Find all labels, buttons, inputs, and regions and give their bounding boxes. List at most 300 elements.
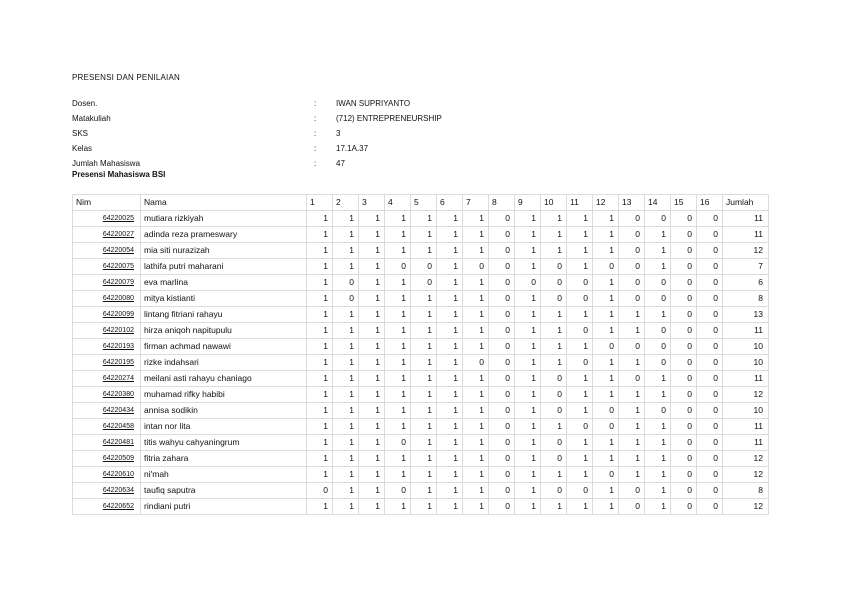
attendance-cell: 0 xyxy=(697,211,723,227)
table-row xyxy=(73,355,769,371)
attendance-cell: 0 xyxy=(697,499,723,515)
attendance-cell: 1 xyxy=(411,211,437,227)
column-header-meeting: 4 xyxy=(385,195,411,211)
table-row xyxy=(73,275,769,291)
attendance-cell: 1 xyxy=(645,467,671,483)
attendance-cell: 0 xyxy=(489,339,515,355)
attendance-cell: 1 xyxy=(307,339,333,355)
attendance-cell: 1 xyxy=(307,243,333,259)
attendance-cell: 0 xyxy=(697,419,723,435)
nim-link[interactable]: 64220434 xyxy=(73,403,141,419)
attendance-cell: 1 xyxy=(385,291,411,307)
student-name: firman achmad nawawi xyxy=(141,339,307,355)
attendance-cell: 0 xyxy=(697,307,723,323)
attendance-cell: 0 xyxy=(489,275,515,291)
attendance-cell: 1 xyxy=(515,451,541,467)
attendance-cell: 1 xyxy=(307,371,333,387)
page-title: PRESENSI DAN PENILAIAN xyxy=(72,73,180,82)
total-cell: 12 xyxy=(723,243,769,259)
column-header-meeting: 12 xyxy=(593,195,619,211)
attendance-cell: 1 xyxy=(541,419,567,435)
column-header-nim: Nim xyxy=(73,195,141,211)
attendance-cell: 1 xyxy=(619,467,645,483)
attendance-cell: 1 xyxy=(437,435,463,451)
attendance-cell: 1 xyxy=(541,243,567,259)
nim-link[interactable]: 64220099 xyxy=(73,307,141,323)
attendance-cell: 0 xyxy=(463,355,489,371)
attendance-cell: 1 xyxy=(541,211,567,227)
attendance-cell: 1 xyxy=(567,467,593,483)
attendance-cell: 1 xyxy=(541,467,567,483)
attendance-cell: 1 xyxy=(463,499,489,515)
column-header-nama: Nama xyxy=(141,195,307,211)
attendance-cell: 0 xyxy=(567,323,593,339)
attendance-cell: 1 xyxy=(385,227,411,243)
attendance-cell: 1 xyxy=(333,403,359,419)
attendance-cell: 1 xyxy=(619,307,645,323)
attendance-cell: 0 xyxy=(593,419,619,435)
student-name: mia siti nurazizah xyxy=(141,243,307,259)
attendance-cell: 1 xyxy=(411,323,437,339)
attendance-cell: 1 xyxy=(645,451,671,467)
attendance-cell: 1 xyxy=(515,467,541,483)
attendance-cell: 0 xyxy=(515,275,541,291)
attendance-cell: 1 xyxy=(541,323,567,339)
attendance-cell: 1 xyxy=(307,499,333,515)
attendance-cell: 1 xyxy=(463,403,489,419)
attendance-cell: 1 xyxy=(437,387,463,403)
attendance-cell: 0 xyxy=(619,499,645,515)
attendance-cell: 0 xyxy=(671,387,697,403)
attendance-cell: 0 xyxy=(697,275,723,291)
attendance-cell: 1 xyxy=(437,451,463,467)
student-name: taufiq saputra xyxy=(141,483,307,499)
attendance-cell: 0 xyxy=(333,275,359,291)
attendance-cell: 0 xyxy=(541,275,567,291)
attendance-cell: 1 xyxy=(593,211,619,227)
table-row xyxy=(73,435,769,451)
attendance-cell: 1 xyxy=(333,483,359,499)
column-header-meeting: 15 xyxy=(671,195,697,211)
attendance-cell: 1 xyxy=(515,227,541,243)
attendance-cell: 1 xyxy=(359,499,385,515)
attendance-cell: 0 xyxy=(567,483,593,499)
attendance-cell: 1 xyxy=(359,211,385,227)
attendance-cell: 1 xyxy=(567,499,593,515)
attendance-cell: 1 xyxy=(333,451,359,467)
attendance-cell: 0 xyxy=(489,291,515,307)
attendance-table xyxy=(72,194,769,515)
attendance-cell: 1 xyxy=(593,355,619,371)
nim-link[interactable]: 64220458 xyxy=(73,419,141,435)
nim-link[interactable]: 64220027 xyxy=(73,227,141,243)
attendance-cell: 0 xyxy=(671,419,697,435)
nim-link[interactable]: 64220634 xyxy=(73,483,141,499)
attendance-cell: 1 xyxy=(567,403,593,419)
attendance-cell: 1 xyxy=(359,307,385,323)
attendance-cell: 1 xyxy=(515,323,541,339)
info-value: (712) ENTREPRENEURSHIP xyxy=(336,114,442,123)
attendance-cell: 1 xyxy=(567,243,593,259)
column-header-meeting: 2 xyxy=(333,195,359,211)
attendance-cell: 1 xyxy=(411,339,437,355)
nim-link[interactable]: 64220481 xyxy=(73,435,141,451)
attendance-cell: 1 xyxy=(515,307,541,323)
table-row xyxy=(73,323,769,339)
attendance-cell: 0 xyxy=(489,451,515,467)
info-label: Kelas xyxy=(72,144,93,153)
attendance-cell: 0 xyxy=(645,355,671,371)
attendance-cell: 0 xyxy=(333,291,359,307)
attendance-cell: 1 xyxy=(359,371,385,387)
attendance-cell: 0 xyxy=(489,483,515,499)
attendance-cell: 1 xyxy=(333,243,359,259)
total-cell: 10 xyxy=(723,339,769,355)
attendance-cell: 1 xyxy=(411,355,437,371)
attendance-cell: 0 xyxy=(593,403,619,419)
attendance-cell: 1 xyxy=(385,211,411,227)
attendance-cell: 1 xyxy=(463,387,489,403)
attendance-cell: 0 xyxy=(697,467,723,483)
table-row xyxy=(73,387,769,403)
attendance-cell: 0 xyxy=(671,483,697,499)
attendance-cell: 0 xyxy=(567,355,593,371)
attendance-cell: 0 xyxy=(671,243,697,259)
attendance-cell: 1 xyxy=(385,355,411,371)
attendance-cell: 1 xyxy=(385,275,411,291)
attendance-cell: 1 xyxy=(463,307,489,323)
column-header-meeting: 1 xyxy=(307,195,333,211)
info-value: 47 xyxy=(336,159,345,168)
attendance-cell: 0 xyxy=(671,403,697,419)
table-row xyxy=(73,291,769,307)
attendance-cell: 1 xyxy=(593,291,619,307)
attendance-cell: 1 xyxy=(593,435,619,451)
nim-link[interactable]: 64220025 xyxy=(73,211,141,227)
attendance-cell: 1 xyxy=(385,307,411,323)
attendance-cell: 1 xyxy=(463,323,489,339)
table-row xyxy=(73,259,769,275)
attendance-cell: 0 xyxy=(489,307,515,323)
attendance-cell: 1 xyxy=(437,371,463,387)
attendance-cell: 1 xyxy=(567,387,593,403)
attendance-cell: 1 xyxy=(541,307,567,323)
table-row xyxy=(73,419,769,435)
attendance-cell: 0 xyxy=(489,435,515,451)
attendance-cell: 0 xyxy=(671,451,697,467)
attendance-cell: 0 xyxy=(541,371,567,387)
attendance-cell: 1 xyxy=(541,355,567,371)
attendance-cell: 1 xyxy=(411,227,437,243)
attendance-cell: 1 xyxy=(437,243,463,259)
attendance-cell: 1 xyxy=(385,323,411,339)
student-name: meilani asti rahayu chaniago xyxy=(141,371,307,387)
nim-link[interactable]: 64220509 xyxy=(73,451,141,467)
attendance-cell: 1 xyxy=(645,227,671,243)
attendance-cell: 1 xyxy=(437,355,463,371)
attendance-cell: 1 xyxy=(645,483,671,499)
attendance-cell: 0 xyxy=(671,339,697,355)
total-cell: 11 xyxy=(723,435,769,451)
attendance-cell: 1 xyxy=(437,339,463,355)
attendance-cell: 1 xyxy=(463,275,489,291)
attendance-cell: 1 xyxy=(541,339,567,355)
attendance-cell: 1 xyxy=(437,211,463,227)
attendance-cell: 0 xyxy=(697,291,723,307)
attendance-cell: 1 xyxy=(333,499,359,515)
attendance-cell: 0 xyxy=(697,451,723,467)
attendance-cell: 0 xyxy=(593,339,619,355)
attendance-cell: 1 xyxy=(411,499,437,515)
attendance-cell: 0 xyxy=(671,291,697,307)
attendance-cell: 0 xyxy=(697,435,723,451)
attendance-cell: 1 xyxy=(541,227,567,243)
student-name: hirza aniqoh napitupulu xyxy=(141,323,307,339)
attendance-cell: 1 xyxy=(307,291,333,307)
attendance-cell: 0 xyxy=(593,259,619,275)
attendance-cell: 0 xyxy=(411,259,437,275)
attendance-cell: 0 xyxy=(489,259,515,275)
column-header-meeting: 8 xyxy=(489,195,515,211)
student-name: eva marlina xyxy=(141,275,307,291)
table-row xyxy=(73,211,769,227)
attendance-cell: 0 xyxy=(697,227,723,243)
attendance-cell: 0 xyxy=(697,243,723,259)
attendance-cell: 1 xyxy=(619,403,645,419)
attendance-cell: 1 xyxy=(593,307,619,323)
total-cell: 12 xyxy=(723,387,769,403)
attendance-cell: 1 xyxy=(333,227,359,243)
attendance-cell: 1 xyxy=(645,259,671,275)
attendance-cell: 0 xyxy=(697,387,723,403)
attendance-cell: 1 xyxy=(437,403,463,419)
attendance-cell: 1 xyxy=(515,403,541,419)
attendance-cell: 1 xyxy=(333,371,359,387)
total-cell: 12 xyxy=(723,467,769,483)
attendance-cell: 0 xyxy=(567,291,593,307)
nim-link[interactable]: 64220054 xyxy=(73,243,141,259)
attendance-cell: 1 xyxy=(515,355,541,371)
attendance-cell: 1 xyxy=(333,323,359,339)
column-header-meeting: 11 xyxy=(567,195,593,211)
attendance-cell: 1 xyxy=(411,243,437,259)
nim-link[interactable]: 64220380 xyxy=(73,387,141,403)
attendance-cell: 1 xyxy=(645,307,671,323)
table-row xyxy=(73,307,769,323)
attendance-cell: 0 xyxy=(671,275,697,291)
attendance-cell: 1 xyxy=(333,355,359,371)
student-name: fitria zahara xyxy=(141,451,307,467)
attendance-cell: 1 xyxy=(567,259,593,275)
attendance-cell: 0 xyxy=(619,371,645,387)
attendance-cell: 1 xyxy=(333,435,359,451)
attendance-cell: 1 xyxy=(463,211,489,227)
column-header-meeting: 6 xyxy=(437,195,463,211)
attendance-cell: 1 xyxy=(359,259,385,275)
attendance-cell: 0 xyxy=(645,275,671,291)
attendance-cell: 1 xyxy=(619,451,645,467)
attendance-cell: 1 xyxy=(411,467,437,483)
attendance-cell: 0 xyxy=(463,259,489,275)
attendance-cell: 1 xyxy=(593,243,619,259)
attendance-cell: 0 xyxy=(697,323,723,339)
attendance-cell: 1 xyxy=(593,371,619,387)
attendance-cell: 0 xyxy=(489,499,515,515)
attendance-cell: 1 xyxy=(307,355,333,371)
total-cell: 11 xyxy=(723,323,769,339)
student-name: adinda reza prameswary xyxy=(141,227,307,243)
table-row xyxy=(73,451,769,467)
attendance-cell: 0 xyxy=(489,387,515,403)
column-header-meeting: 7 xyxy=(463,195,489,211)
attendance-cell: 1 xyxy=(437,291,463,307)
attendance-cell: 1 xyxy=(619,419,645,435)
attendance-cell: 0 xyxy=(697,483,723,499)
attendance-cell: 1 xyxy=(307,323,333,339)
attendance-cell: 1 xyxy=(333,419,359,435)
nim-link[interactable]: 64220195 xyxy=(73,355,141,371)
nim-link[interactable]: 64220652 xyxy=(73,499,141,515)
attendance-cell: 1 xyxy=(411,403,437,419)
nim-link[interactable]: 64220075 xyxy=(73,259,141,275)
attendance-cell: 1 xyxy=(463,419,489,435)
attendance-cell: 0 xyxy=(541,435,567,451)
column-header-meeting: 13 xyxy=(619,195,645,211)
attendance-cell: 0 xyxy=(567,275,593,291)
nim-link[interactable]: 64220079 xyxy=(73,275,141,291)
nim-link[interactable]: 64220193 xyxy=(73,339,141,355)
nim-link[interactable]: 64220080 xyxy=(73,291,141,307)
attendance-cell: 0 xyxy=(307,483,333,499)
attendance-cell: 0 xyxy=(489,419,515,435)
attendance-cell: 0 xyxy=(541,483,567,499)
info-label: Matakuliah xyxy=(72,114,111,123)
student-name: intan nor lita xyxy=(141,419,307,435)
nim-link[interactable]: 64220274 xyxy=(73,371,141,387)
attendance-cell: 1 xyxy=(333,259,359,275)
table-row xyxy=(73,227,769,243)
attendance-cell: 1 xyxy=(515,291,541,307)
attendance-cell: 1 xyxy=(359,339,385,355)
section-title: Presensi Mahasiswa BSI xyxy=(72,170,166,179)
attendance-cell: 1 xyxy=(619,435,645,451)
attendance-cell: 1 xyxy=(385,451,411,467)
attendance-cell: 1 xyxy=(411,451,437,467)
attendance-cell: 1 xyxy=(567,371,593,387)
attendance-cell: 0 xyxy=(541,387,567,403)
info-separator: : xyxy=(314,99,317,108)
attendance-cell: 1 xyxy=(359,387,385,403)
table-row xyxy=(73,483,769,499)
attendance-cell: 1 xyxy=(333,387,359,403)
attendance-cell: 0 xyxy=(541,451,567,467)
nim-link[interactable]: 64220610 xyxy=(73,467,141,483)
attendance-cell: 1 xyxy=(359,419,385,435)
attendance-cell: 1 xyxy=(333,211,359,227)
student-name: titis wahyu cahyaningrum xyxy=(141,435,307,451)
attendance-cell: 0 xyxy=(619,227,645,243)
attendance-cell: 0 xyxy=(489,323,515,339)
attendance-cell: 1 xyxy=(333,339,359,355)
attendance-cell: 1 xyxy=(463,483,489,499)
info-separator: : xyxy=(314,129,317,138)
attendance-cell: 1 xyxy=(515,259,541,275)
attendance-cell: 1 xyxy=(567,339,593,355)
attendance-cell: 1 xyxy=(385,339,411,355)
column-header-meeting: 3 xyxy=(359,195,385,211)
attendance-cell: 1 xyxy=(515,387,541,403)
attendance-cell: 0 xyxy=(541,259,567,275)
info-row-matakuliah xyxy=(72,111,512,126)
attendance-cell: 1 xyxy=(645,243,671,259)
nim-link[interactable]: 64220102 xyxy=(73,323,141,339)
table-header-row xyxy=(73,195,769,211)
attendance-cell: 1 xyxy=(411,291,437,307)
info-separator: : xyxy=(314,159,317,168)
attendance-cell: 0 xyxy=(567,419,593,435)
attendance-cell: 1 xyxy=(567,451,593,467)
total-cell: 8 xyxy=(723,483,769,499)
attendance-cell: 1 xyxy=(645,419,671,435)
student-name: mitya kistianti xyxy=(141,291,307,307)
attendance-cell: 1 xyxy=(359,483,385,499)
attendance-cell: 0 xyxy=(489,211,515,227)
attendance-cell: 1 xyxy=(307,227,333,243)
info-row-dosen xyxy=(72,96,512,111)
attendance-cell: 0 xyxy=(671,467,697,483)
attendance-cell: 0 xyxy=(619,339,645,355)
info-separator: : xyxy=(314,144,317,153)
attendance-cell: 1 xyxy=(385,467,411,483)
attendance-cell: 1 xyxy=(359,227,385,243)
attendance-cell: 1 xyxy=(333,307,359,323)
attendance-cell: 0 xyxy=(541,403,567,419)
total-cell: 13 xyxy=(723,307,769,323)
attendance-cell: 1 xyxy=(359,451,385,467)
attendance-cell: 0 xyxy=(489,243,515,259)
info-row-sks xyxy=(72,126,512,141)
student-name: lintang fitriani rahayu xyxy=(141,307,307,323)
attendance-cell: 1 xyxy=(437,227,463,243)
attendance-cell: 0 xyxy=(411,275,437,291)
attendance-cell: 1 xyxy=(645,499,671,515)
attendance-cell: 1 xyxy=(463,227,489,243)
attendance-cell: 0 xyxy=(489,403,515,419)
total-cell: 10 xyxy=(723,403,769,419)
attendance-cell: 0 xyxy=(697,403,723,419)
attendance-cell: 1 xyxy=(645,387,671,403)
attendance-cell: 1 xyxy=(593,275,619,291)
attendance-cell: 1 xyxy=(567,435,593,451)
attendance-cell: 1 xyxy=(593,499,619,515)
column-header-meeting: 14 xyxy=(645,195,671,211)
total-cell: 7 xyxy=(723,259,769,275)
table-body xyxy=(73,211,769,515)
table-row xyxy=(73,499,769,515)
attendance-cell: 1 xyxy=(437,419,463,435)
attendance-cell: 1 xyxy=(593,451,619,467)
attendance-cell: 1 xyxy=(307,259,333,275)
attendance-cell: 1 xyxy=(411,419,437,435)
total-cell: 12 xyxy=(723,499,769,515)
attendance-cell: 0 xyxy=(697,371,723,387)
student-name: ni'mah xyxy=(141,467,307,483)
student-name: muhamad rifky habibi xyxy=(141,387,307,403)
attendance-cell: 1 xyxy=(645,371,671,387)
attendance-cell: 1 xyxy=(437,483,463,499)
student-name: annisa sodikin xyxy=(141,403,307,419)
attendance-cell: 0 xyxy=(671,355,697,371)
